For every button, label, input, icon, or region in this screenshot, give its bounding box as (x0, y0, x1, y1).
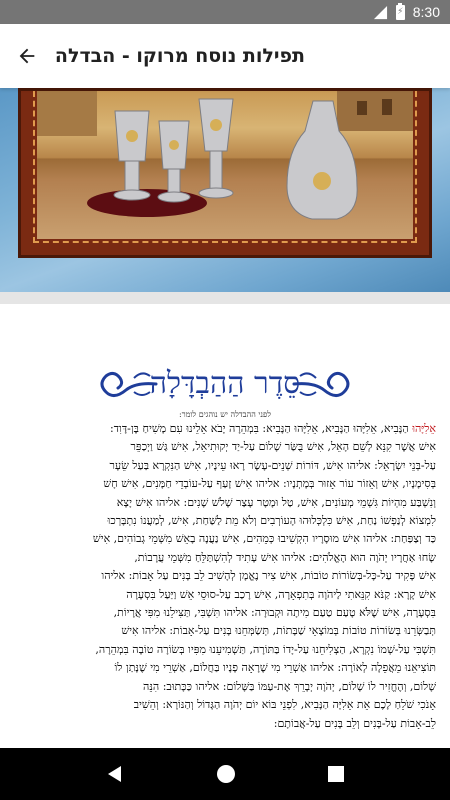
prayer-line: שָׁלוֹם, וְהֶחֱזִיר לוֹ שָׁלוֹם, יְהֹוָה יְבָרֵךְ אֶת-עַמּוֹ בַּשָּׁלוֹם: אליהו כַּכָּתוּב: הִנֵּה (143, 679, 436, 693)
prayer-line: תְּבַשְּׂרֵנוּ בְּשׂוֹרוֹת טוֹבוֹת בְּמוֹצָאֵי שַׁבָּתוֹת, תְּשַׂמְּחֵנוּ בָּנִים עַל-אָבוֹת: אליהו אִישׁ (121, 624, 436, 638)
app-bar (0, 24, 450, 88)
status-time: 8:30 (412, 4, 440, 20)
banner-frame-border (33, 91, 417, 243)
havdalah-banner-image (0, 88, 450, 292)
prayer-line: כַּד וְצַפַּחַת: אליהו אִישׁ מוּסָרָיו הִקְשִׁיבוּ כְּמֵהִים, אִישׁ נַעֲנָה בָאֵשׁ מִשְּׁמֵי גְבוֹהִים, אִישׁ (92, 532, 436, 546)
battery-icon (396, 5, 405, 20)
prayer-line: בִּסְעָרָה, אִישׁ שֶׁלֹּא טָעַם טַעַם מִיתָה וּקְבוּרָה: אליהו תִּשְׁבִּי, תַּצִּילֵנוּ מִפִּי אֲרָיוֹת, (113, 606, 436, 620)
system-nav-bar (0, 748, 450, 800)
nav-back-icon[interactable] (105, 764, 125, 784)
prayer-line: תּוֹצִיאֵנוּ מֵאֲפֵלָה לְאוֹרָה: אליהו אַשְׁרֵי מִי שֶׁרָאָה פָנָיו בַּחֲלוֹם, אַשְׁרֵי מִי שֶׁנָּתַן לוֹ (114, 661, 436, 675)
prayer-text (14, 420, 436, 733)
highlight-word: אֵלִיָּהוּ (412, 422, 436, 435)
prayer-line: אִישׁ אֲשֶׁר קִנֵּא לְשֵׁם הָאֵל, אִישׁ בֻּשַּׂר שָׁלוֹם עַל-יַד יְקוּתִיאֵל, אִישׁ גַּשׁ וַיְכַפֵּר (130, 440, 436, 454)
ornament-right-icon (292, 364, 354, 404)
status-bar (0, 0, 450, 24)
prayer-line: לֵב-אָבוֹת עַל-בָּנִים וְלֵב בָּנִים עַל-אֲבוֹתָם: (273, 716, 436, 730)
instruction-note: לפני ההבדלה יש נוהגים לומר: (179, 410, 271, 419)
prayer-content[interactable] (0, 304, 450, 748)
prayer-line: תִּשְׁבִּי עַל-שְׁמוֹ נִקְרָא, הַצְלִיחֵנוּ עַל-יָדוֹ בַּתּוֹרָה, תַּשְׁמִיעֵנוּ מִפִּיו בְּשׂוֹרָה טוֹבָה בִּמְהֵרָה, (95, 642, 436, 656)
prayer-line: בְּסִימָנָיו, אִישׁ וְאֵזוֹר עוֹר אָזוּר בְּמָתְנָיו: אליהו אִישׁ זָעַף עַל-עוֹבְדֵי חַמָּנִים, אִישׁ חָשׁ (103, 477, 436, 491)
prayer-line: וְנִשְׁבַּע מִהְיוֹת גִּשְׁמֵי מְעוֹנִים, אִישׁ, טַל וּמָטָר עָצַר שָׁלֹשׁ שָׁנִים: אליהו אִישׁ יָצָא (116, 495, 436, 509)
nav-home-icon[interactable] (216, 764, 236, 784)
prayer-line: שָׂחוּ אַחֲרָיו יְהֹוָה הוּא הָאֱלֹהִים: אליהו אִישׁ עָתִיד לְהִשְׁתַּלֵּחַ מִשְּׁמֵי עֲרָבוֹת, (134, 550, 436, 564)
seder-heading: סֵדֶר הַהַבְדָּלָה (149, 366, 301, 401)
prayer-line: אִישׁ פָּקִיד עַל-כָּל-בְּשׂוֹרוֹת טוֹבוֹת, אִישׁ צִיר נֶאֱמָן לְהָשִׁיב לֵב בָּנִים עַל אָבוֹת: אליהו (101, 569, 436, 583)
banner-divider (0, 292, 450, 304)
prayer-line: אִישׁ קָרָא: קַנֹּא קִנֵּאתִי לַיהֹוָה בְּתִפְאָרָה, אִישׁ רָכַב עַל-סוּסֵי אֵשׁ וַיַּעַל בִּסְעָרָה (126, 587, 436, 601)
back-button[interactable] (0, 24, 55, 88)
prayer-line: לִמְצוֹא לְנַפְשׁוֹ נַחַת, אִישׁ כִּלְכְּלוּהוּ הָעוֹרְבִים וְלֹא מֵת לַשַּׁחַת, אִישׁ, לְמַעֲנוֹ נִתְבָּרְכוּ (107, 514, 436, 528)
prayer-line: עַל-בְּנֵי יִשְׂרָאֵל: אליהו אִישׁ, דּוֹרוֹת שְׁנֵים-עָשָׂר רָאוּ עֵינָיו, אִישׁ הַנִּקְרָא בַּעַל שֵׂעָר (109, 458, 436, 472)
prayer-line: אֵלִיָּהוּ הַנָּבִיא, אֵלִיָּהוּ הַנָּבִיא, אֵלִיָּהוּ הַנָּבִיא: בִּמְהֵרָה יָבֹא אֵלֵינוּ עִם מָשִׁיחַ בֶּן-דָּוִד: (110, 422, 436, 435)
arrow-back-icon (16, 45, 38, 67)
nav-recents-icon[interactable] (327, 765, 345, 783)
prayer-line: אָנֹכִי שֹׁלֵחַ לָכֶם אֵת אֵלִיָּה הַנָּבִיא, לִפְנֵי בּוֹא יוֹם יְהֹוָה הַגָּדוֹל וְהַנּוֹרָא: וְהֵשִׁיב (133, 698, 436, 712)
banner-frame (18, 88, 432, 258)
signal-icon (373, 5, 388, 20)
page-title: תפילות נוסח מרוקו - הבדלה (54, 45, 305, 67)
